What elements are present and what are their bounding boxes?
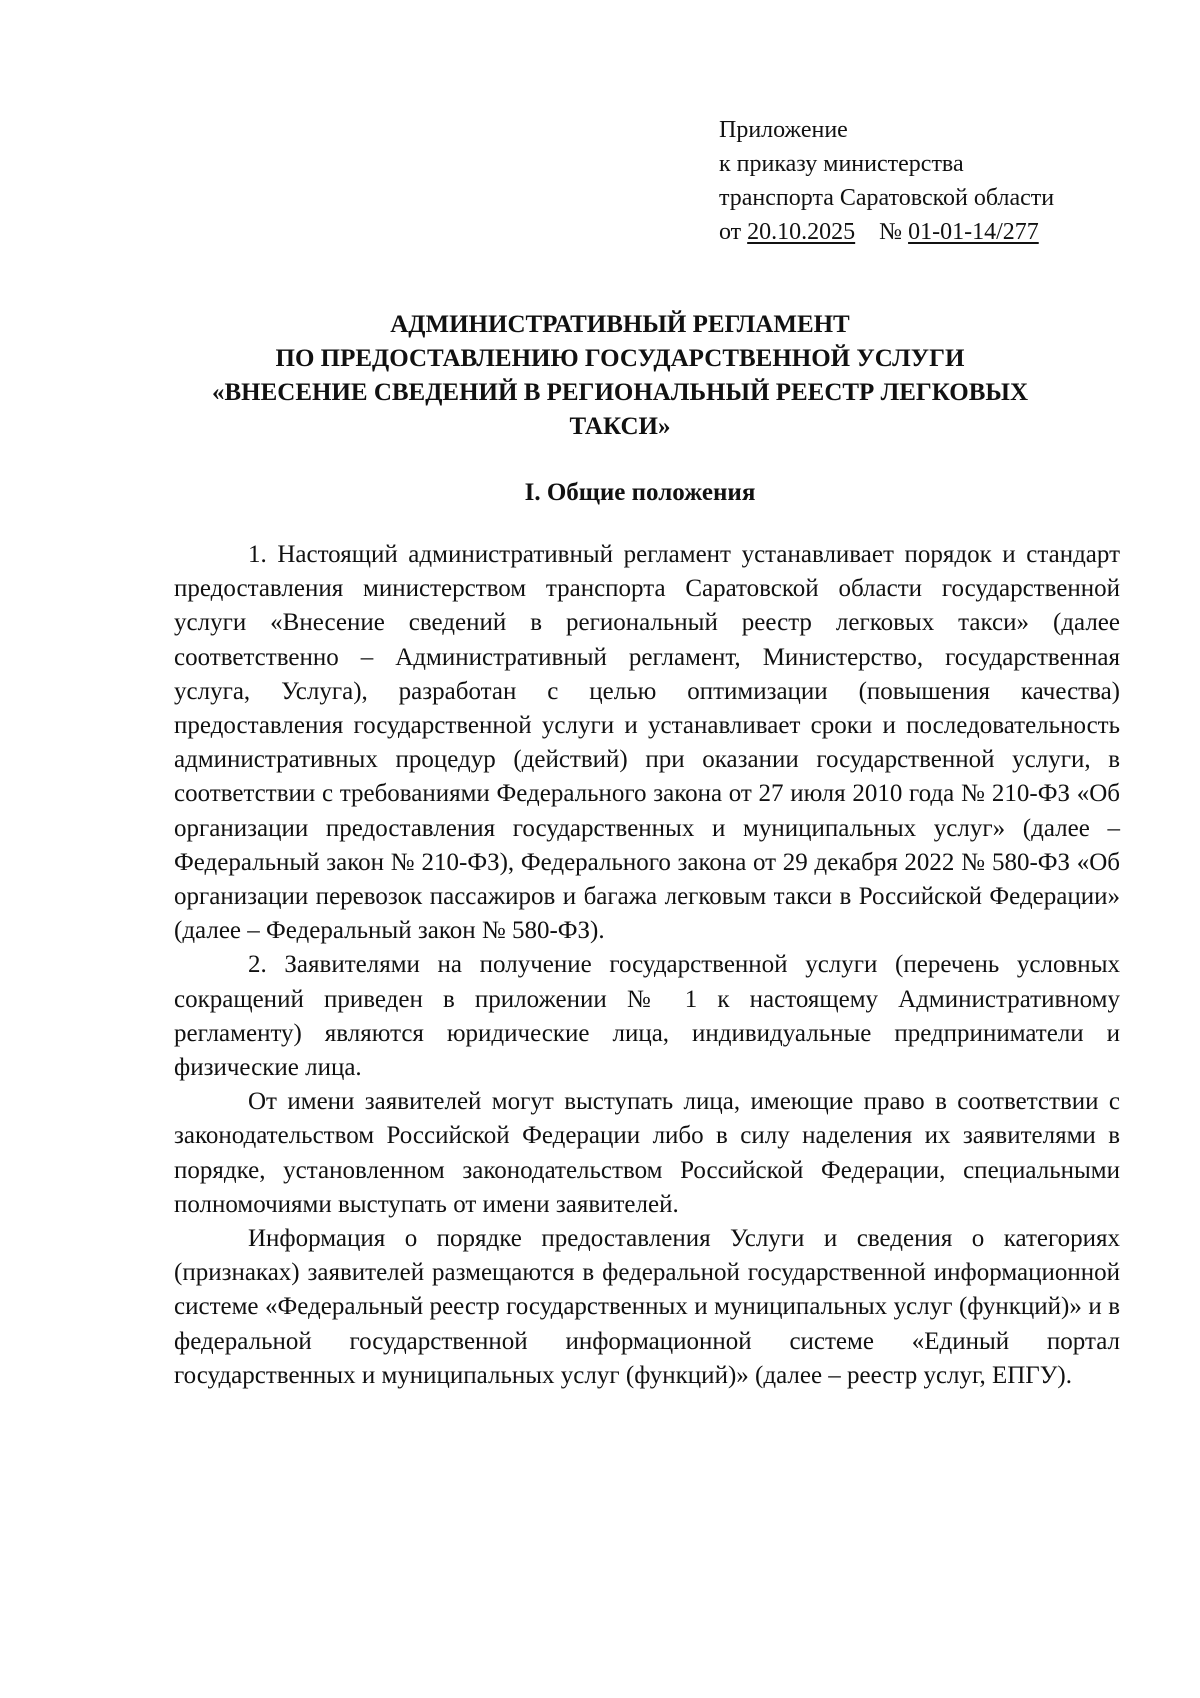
order-number: 01-01-14/277 <box>908 219 1039 245</box>
appendix-block <box>719 113 1139 249</box>
document-body <box>174 538 1120 1393</box>
title-line-2: ПО ПРЕДОСТАВЛЕНИЮ ГОСУДАРСТВЕННОЙ УСЛУГИ <box>275 345 965 372</box>
title-line-3: «ВНЕСЕНИЕ СВЕДЕНИЙ В РЕГИОНАЛЬНЫЙ РЕЕСТР ЛЕГКОВЫХ <box>211 379 1029 406</box>
number-prefix: № <box>879 219 903 245</box>
date-prefix: от <box>719 219 742 245</box>
section-heading: I. Общие положения <box>524 479 756 506</box>
appendix-line-1: Приложение <box>719 117 848 143</box>
paragraph-3: От имени заявителей могут выступать лица, имеющие право в соответствии с законодательством Российской Федерации либо в силу наделения их заявителями в порядке, установленном законодательством Российской Федерации, специальными полномочиями выступать от имени заявителей. <box>174 1088 1120 1218</box>
document-title <box>140 308 1100 444</box>
order-date: 20.10.2025 <box>747 219 856 245</box>
paragraph-1: 1. Настоящий административный регламент устанавливает порядок и стандарт предоставления министерством транспорта Саратовской области государственной услуги «Внесение сведений в региональный реестр легковых такси» (далее соответственно – Административный регламент, Министерство, государственная услуга, Услуга), разработан с целью оптимизации (повышения качества) предоставления государственной услуги и устанавливает сроки и последовательность административных процедур (действий) при оказании государственной услуги, в соответствии с требованиями Федерального закона от 27 июля 2010 года № 210-ФЗ «Об организации предоставления государственных и муниципальных услуг» (далее – Федеральный закон № 210-ФЗ), Федерального закона от 29 декабря 2022 № 580-ФЗ «Об организации перевозок пассажиров и багажа легковым такси в Российской Федерации» (далее – Федеральный закон № 580-ФЗ). <box>174 541 1120 945</box>
appendix-line-3: транспорта Саратовской области <box>719 185 1055 211</box>
paragraph-2: 2. Заявителями на получение государственной услуги (перечень условных сокращений приведен в приложении № 1 к настоящему Административному регламенту) являются юридические лица, индивидуальные предприниматели и физические лица. <box>174 951 1120 1082</box>
title-line-1: АДМИНИСТРАТИВНЫЙ РЕГЛАМЕНТ <box>390 311 850 338</box>
appendix-line-2: к приказу министерства <box>719 151 964 177</box>
paragraph-4: Информация о порядке предоставления Услуги и сведения о категориях (признаках) заявителей размещаются в федеральной государственной информационной системе «Федеральный реестр государственных и муниципальных услуг (функций)» и в федеральной государственной информационной системе «Единый портал государственных и муниципальных услуг (функций)» (далее – реестр услуг, ЕПГУ). <box>174 1225 1120 1389</box>
title-line-4: ТАКСИ» <box>569 413 671 440</box>
appendix-date-line <box>719 215 1139 249</box>
